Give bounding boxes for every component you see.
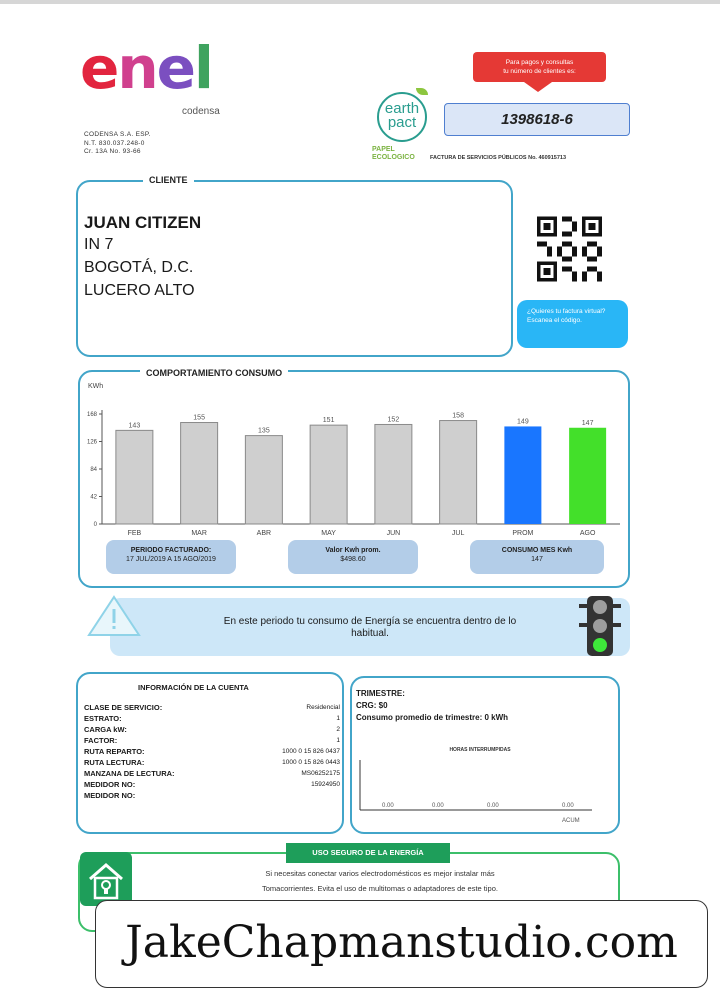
account-row-key: CARGA kW: [84, 725, 127, 734]
month-consumption-pill: CONSUMO MES Kwh 147 [470, 540, 604, 574]
interruption-value: 0.00 [432, 803, 444, 809]
y-axis-label: KWh [88, 383, 104, 390]
bar-prom [504, 426, 541, 524]
payment-banner: Para pagos y consultas tu número de clientes es: [473, 52, 606, 82]
interruption-value: 0.00 [487, 803, 499, 809]
logo-subtitle: codensa [182, 106, 220, 117]
account-row-value: 1 [336, 715, 340, 722]
x-tick-label: FEB [127, 530, 142, 537]
account-row-value: 15924950 [311, 781, 340, 788]
qr-help-badge: ¿Quieres tu factura virtual? Escanea el código. [517, 300, 628, 348]
account-row-value: 1000 0 15 826 0437 [282, 748, 340, 755]
arrow-down-icon [524, 82, 552, 92]
bar-value-label: 155 [193, 414, 205, 422]
client-address-line: IN 7 [84, 236, 114, 253]
account-row-value: MS06252175 [301, 770, 340, 777]
crg-value: CRG: $0 [356, 701, 388, 710]
warning-icon [86, 594, 142, 638]
account-info-title: INFORMACIÓN DE LA CUENTA [138, 683, 249, 692]
x-tick-label: AGO [579, 530, 596, 537]
acum-label: ACUM [562, 818, 580, 824]
avg-kwh-value-pill: Valor Kwh prom. $498.60 [288, 540, 418, 574]
client-number: 1398618-6 [444, 103, 630, 136]
top-border [0, 0, 720, 4]
safety-title: USO SEGURO DE LA ENERGÍA [286, 843, 450, 863]
client-address-line: BOGOTÁ, D.C. [84, 259, 194, 276]
quarter-avg: Consumo promedio de trimestre: 0 kWh [356, 713, 509, 722]
enel-logo: enel [80, 34, 212, 102]
bar-value-label: 135 [258, 427, 270, 435]
x-tick-label: JUN [386, 530, 401, 537]
consumption-message: En este periodo tu consumo de Energía se encuentra dentro de lo habitual. [110, 598, 630, 656]
bar-may [310, 425, 347, 524]
bar-jun [375, 424, 412, 524]
traffic-light-icon [578, 594, 622, 658]
interruption-value: 0.00 [562, 803, 574, 809]
account-row-value: 2 [336, 726, 340, 733]
account-row-key: FACTOR: [84, 736, 118, 745]
account-row-value: Residencial [306, 704, 340, 711]
x-tick-label: PROM [512, 530, 534, 537]
invoice-number: FACTURA DE SERVICIOS PÚBLICOS No. 460915713 [430, 155, 567, 161]
eco-paper-label: PAPEL ECOLOGICO [372, 146, 415, 161]
account-row-key: RUTA LECTURA: [84, 758, 145, 767]
y-tick-label: 42 [90, 494, 97, 501]
x-tick-label: JUL [451, 530, 465, 537]
account-row-value: 1000 0 15 826 0443 [282, 759, 340, 766]
x-tick-label: MAR [191, 530, 207, 537]
interruption-chart [352, 742, 614, 828]
client-title: CLIENTE [143, 175, 194, 185]
account-row-key: MANZANA DE LECTURA: [84, 769, 175, 778]
account-row-key: ESTRATO: [84, 714, 122, 723]
billing-period-pill: PERIODO FACTURADO: 17 JUL/2019 A 15 AGO/2019 [106, 540, 236, 574]
interruption-value: 0.00 [382, 803, 394, 809]
earth-pact-logo: earth pact [377, 92, 427, 142]
quarter-label: TRIMESTRE: [356, 689, 405, 698]
interruption-chart-title: HORAS INTERRUMPIDAS [449, 747, 511, 753]
bar-value-label: 152 [387, 416, 400, 424]
account-row-key: CLASE DE SERVICIO: [84, 703, 163, 712]
y-tick-label: 84 [90, 467, 97, 473]
x-tick-label: MAY [321, 530, 336, 537]
bar-value-label: 143 [128, 422, 141, 430]
bar-mar [181, 423, 218, 524]
account-row-key: MEDIDOR NO: [84, 780, 136, 789]
house-bulb-icon [80, 852, 132, 906]
x-tick-label: ABR [256, 530, 272, 537]
bar-value-label: 151 [322, 417, 335, 425]
bar-value-label: 149 [517, 418, 529, 426]
bar-ago [569, 428, 606, 524]
consumption-chart [80, 378, 628, 538]
bar-jul [440, 421, 477, 524]
qr-code-icon[interactable] [537, 216, 602, 282]
bar-abr [245, 436, 282, 524]
y-tick-label: 126 [86, 439, 97, 446]
leaf-icon [416, 88, 428, 95]
bar-value-label: 147 [581, 419, 594, 427]
y-tick-label: 0 [93, 522, 97, 528]
account-row-key: MEDIDOR NO: [84, 791, 136, 800]
watermark: JakeChapmanstudio.com [95, 900, 708, 988]
safety-text: Si necesitas conectar varios electrodomésticos es mejor instalar más Tomacorrientes. Evita el uso de multitomas o adaptadores de este tipo. [262, 869, 498, 893]
consumption-title: COMPORTAMIENTO CONSUMO [140, 368, 288, 378]
bar-value-label: 158 [452, 412, 464, 420]
account-row-value: 1 [336, 737, 340, 744]
company-info: CODENSA S.A. ESP. N.T. 830.037.248-0 Cr. 13A No. 93-66 [84, 131, 151, 155]
bar-feb [116, 430, 153, 524]
client-address-line: LUCERO ALTO [84, 282, 195, 299]
account-row-key: RUTA REPARTO: [84, 747, 145, 756]
client-name: JUAN CITIZEN [84, 213, 202, 232]
y-tick-label: 168 [86, 412, 97, 418]
